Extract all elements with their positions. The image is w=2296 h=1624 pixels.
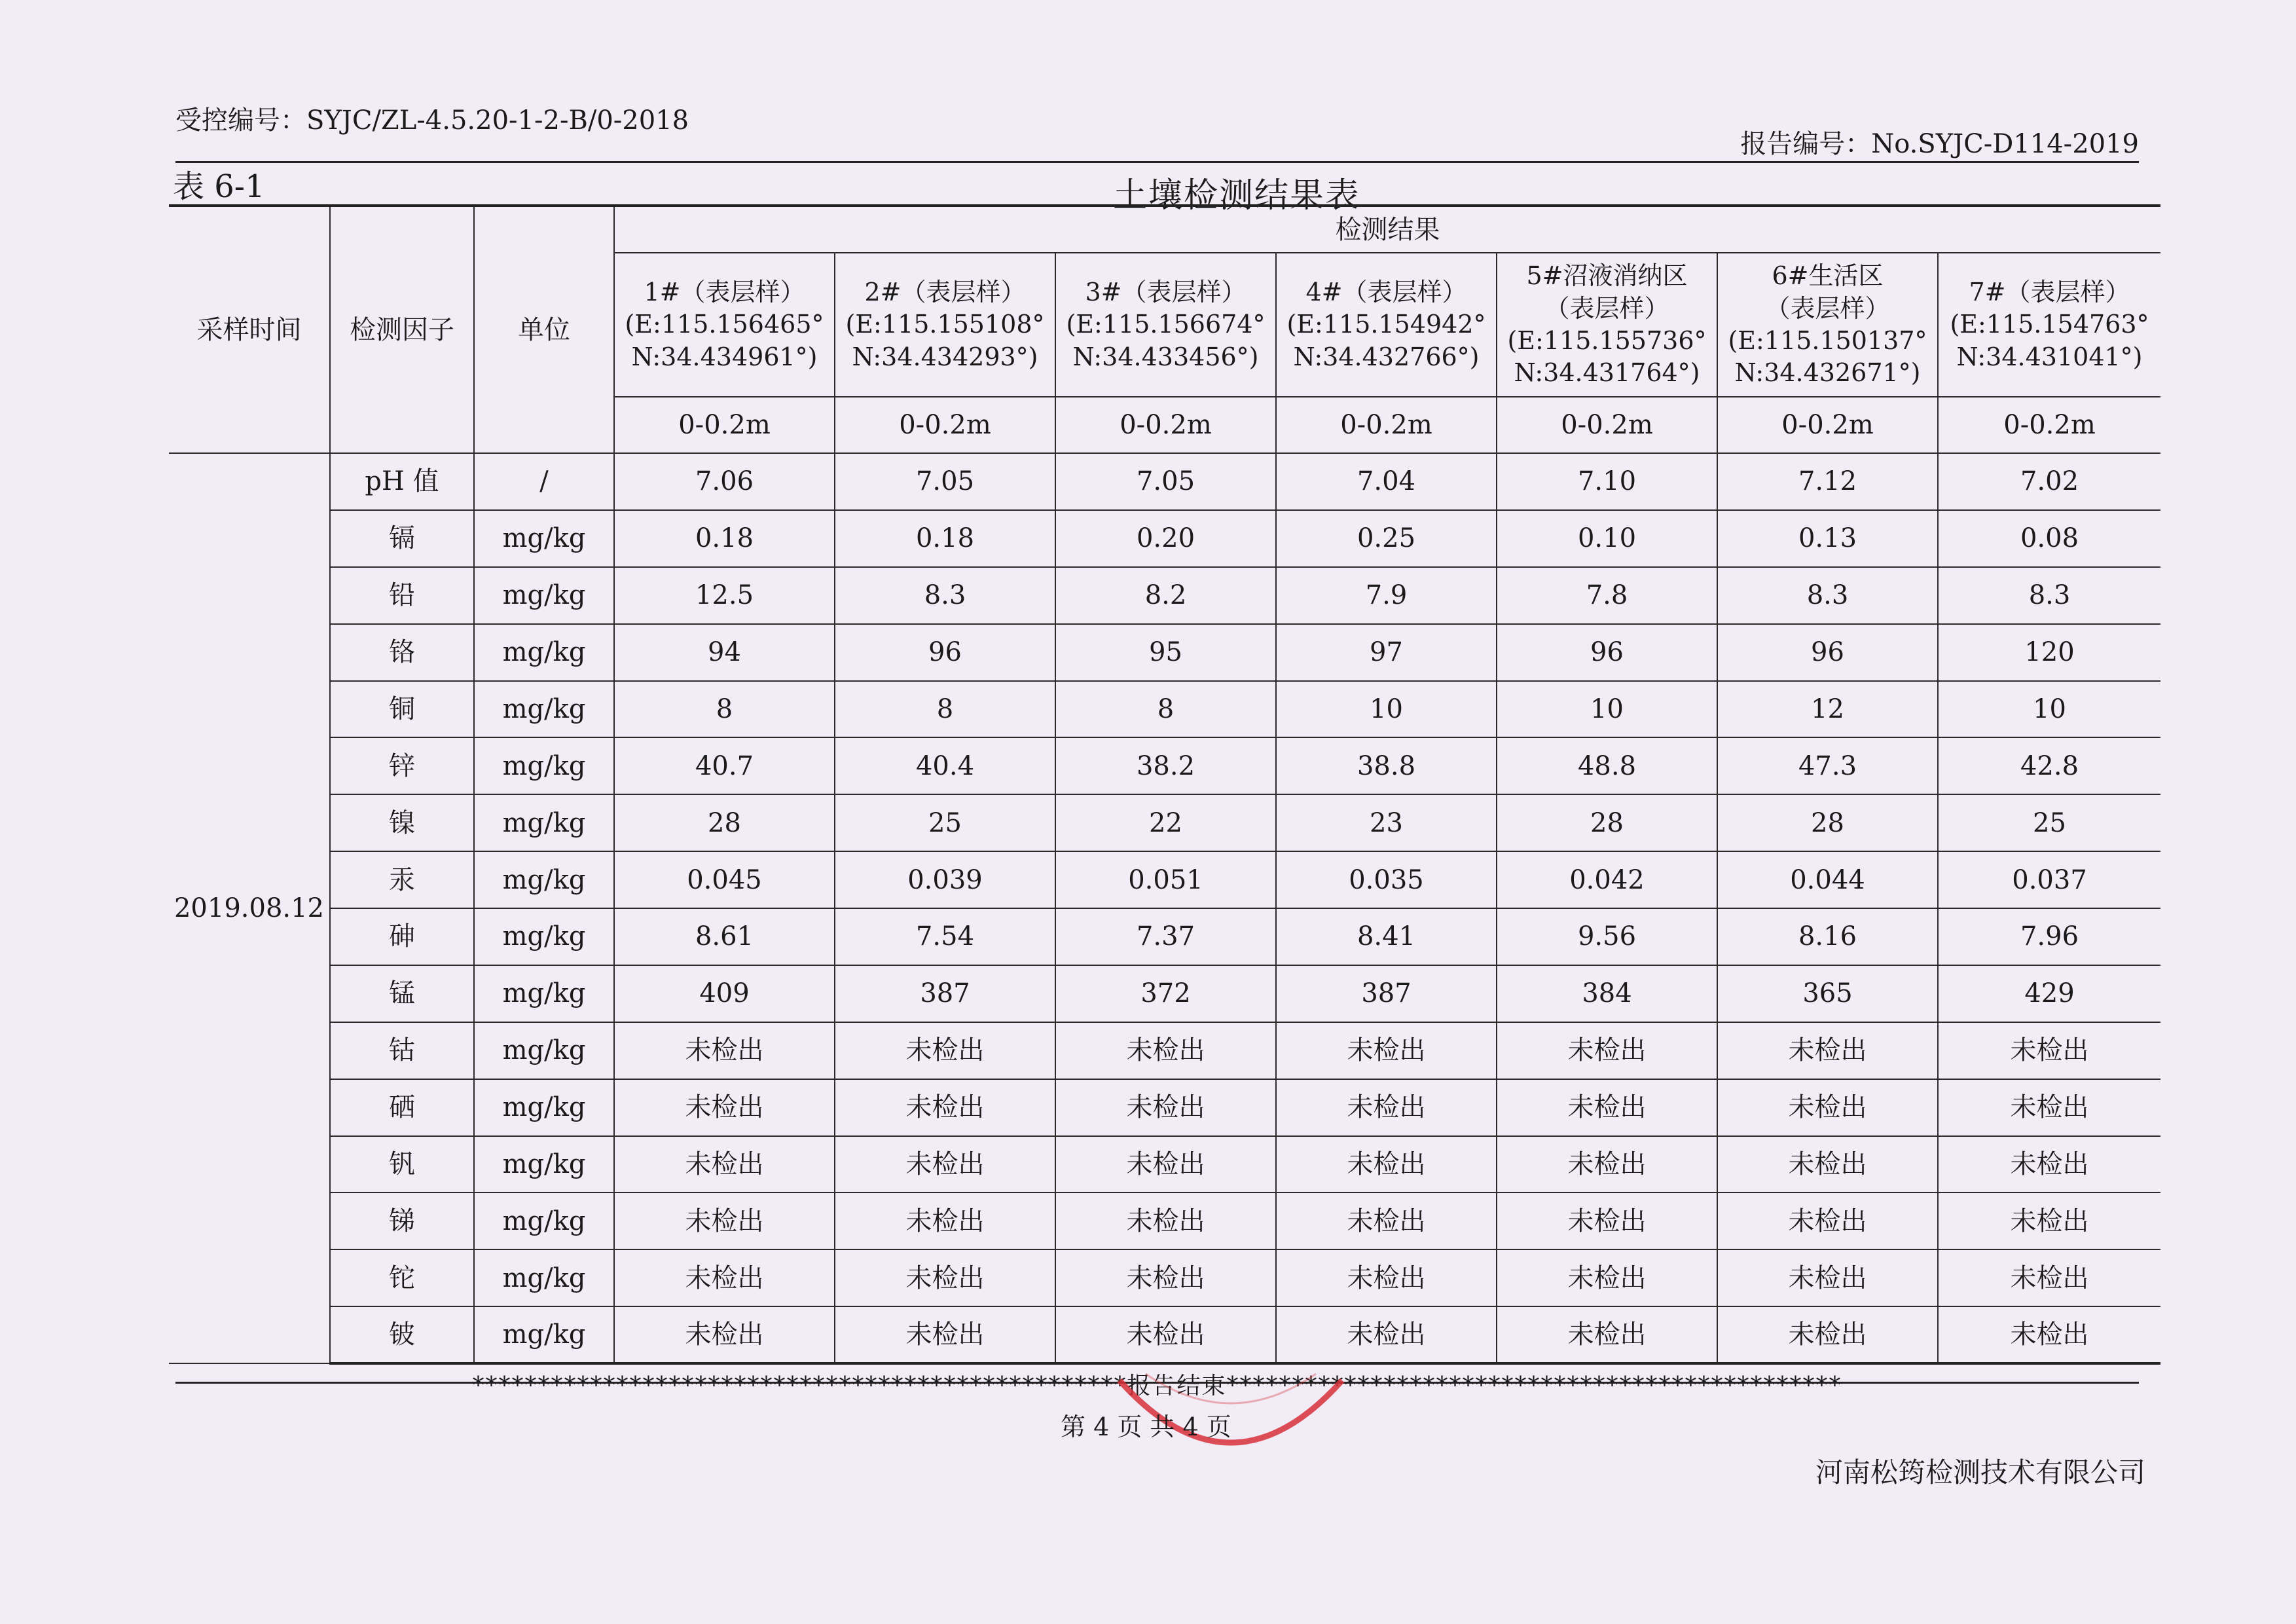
result-cell: 未检出 <box>1497 1136 1717 1193</box>
factor-name: pH 值 <box>330 453 474 510</box>
sample-point-lat: N:34.434961°) <box>631 342 818 371</box>
result-cell: 0.10 <box>1497 510 1717 567</box>
factor-name: 铍 <box>330 1306 474 1363</box>
result-cell: 未检出 <box>1717 1192 1938 1249</box>
result-cell: 8.61 <box>614 908 835 965</box>
result-cell: 12 <box>1717 681 1938 738</box>
result-cell: 25 <box>835 794 1055 851</box>
result-cell: 372 <box>1055 965 1276 1022</box>
factor-name: 镍 <box>330 794 474 851</box>
sample-point-lat: N:34.432671°) <box>1734 358 1921 388</box>
result-cell: 12.5 <box>614 567 835 624</box>
table-row <box>169 1249 2160 1306</box>
report-end-mark <box>175 1367 2139 1401</box>
result-cell: 40.7 <box>614 737 835 794</box>
result-cell: 未检出 <box>614 1136 835 1193</box>
result-cell: 96 <box>835 624 1055 681</box>
result-cell: 未检出 <box>1055 1136 1276 1193</box>
result-cell: 28 <box>1497 794 1717 851</box>
result-cell: 8.2 <box>1055 567 1276 624</box>
sample-point-name: 3#（表层样） <box>1085 277 1247 306</box>
unit: mg/kg <box>474 851 614 908</box>
result-cell: 未检出 <box>835 1192 1055 1249</box>
factor-name: 铊 <box>330 1249 474 1306</box>
result-cell: 未检出 <box>835 1079 1055 1136</box>
result-cell: 未检出 <box>614 1022 835 1079</box>
unit: mg/kg <box>474 624 614 681</box>
result-cell: 8.16 <box>1717 908 1938 965</box>
sample-point-header <box>835 253 1055 397</box>
result-cell: 7.9 <box>1276 567 1497 624</box>
result-cell: 未检出 <box>1497 1079 1717 1136</box>
result-cell: 未检出 <box>1055 1249 1276 1306</box>
sample-point-lat: N:34.431041°) <box>1956 342 2143 371</box>
result-cell: 未检出 <box>614 1249 835 1306</box>
result-cell: 0.051 <box>1055 851 1276 908</box>
sample-point-header <box>614 253 835 397</box>
result-cell: 0.08 <box>1938 510 2160 567</box>
sample-point-lon: (E:115.156465° <box>625 310 824 339</box>
result-cell: 未检出 <box>1717 1136 1938 1193</box>
result-cell: 8.3 <box>1717 567 1938 624</box>
factor-name: 铜 <box>330 681 474 738</box>
result-cell: 48.8 <box>1497 737 1717 794</box>
table-row <box>169 737 2160 794</box>
result-cell: 384 <box>1497 965 1717 1022</box>
table-row <box>169 965 2160 1022</box>
table-row <box>169 1192 2160 1249</box>
table-row <box>169 624 2160 681</box>
table-row <box>169 1079 2160 1136</box>
unit: mg/kg <box>474 681 614 738</box>
factor-name: 锰 <box>330 965 474 1022</box>
result-cell: 28 <box>614 794 835 851</box>
sample-point-header <box>1938 253 2160 397</box>
result-cell: 未检出 <box>1497 1022 1717 1079</box>
result-cell: 未检出 <box>835 1022 1055 1079</box>
result-cell: 10 <box>1938 681 2160 738</box>
header-rule <box>175 161 2139 163</box>
sample-point-lon: (E:115.156674° <box>1066 310 1266 339</box>
result-cell: 409 <box>614 965 835 1022</box>
factor-name: 钴 <box>330 1022 474 1079</box>
result-cell: 未检出 <box>1497 1306 1717 1363</box>
sample-point-lat: N:34.431764°) <box>1514 358 1700 388</box>
sample-point-lon: (E:115.150137° <box>1728 326 1927 355</box>
result-cell: 8.3 <box>835 567 1055 624</box>
result-cell: 未检出 <box>1938 1136 2160 1193</box>
factor-name: 汞 <box>330 851 474 908</box>
unit: mg/kg <box>474 1192 614 1249</box>
result-cell: 7.04 <box>1276 453 1497 510</box>
result-cell: 47.3 <box>1717 737 1938 794</box>
sample-point-lon: (E:115.154942° <box>1286 310 1486 339</box>
table-title: 土壤检测结果表 <box>1113 176 1361 215</box>
result-cell: 0.25 <box>1276 510 1497 567</box>
table-row <box>169 1136 2160 1193</box>
sample-depth: 0-0.2m <box>1938 397 2160 453</box>
result-cell: 23 <box>1276 794 1497 851</box>
table-row <box>169 908 2160 965</box>
company-name: 河南松筠检测技术有限公司 <box>1815 1456 2145 1488</box>
table-row <box>169 1022 2160 1079</box>
sample-point-header <box>1497 253 1717 397</box>
sample-depth: 0-0.2m <box>835 397 1055 453</box>
result-cell: 0.039 <box>835 851 1055 908</box>
sample-point-name2: （表层样） <box>1765 293 1890 323</box>
result-cell: 7.96 <box>1938 908 2160 965</box>
result-cell: 7.12 <box>1717 453 1938 510</box>
result-cell: 40.4 <box>835 737 1055 794</box>
unit: mg/kg <box>474 1249 614 1306</box>
sample-point-lon: (E:115.155108° <box>845 310 1045 339</box>
result-cell: 25 <box>1938 794 2160 851</box>
result-cell: 7.06 <box>614 453 835 510</box>
result-cell: 0.18 <box>614 510 835 567</box>
result-cell: 94 <box>614 624 835 681</box>
result-cell: 未检出 <box>835 1136 1055 1193</box>
result-cell: 10 <box>1276 681 1497 738</box>
end-stars-left: ************************************************** <box>472 1373 1127 1399</box>
unit: mg/kg <box>474 510 614 567</box>
unit: mg/kg <box>474 908 614 965</box>
result-cell: 28 <box>1717 794 1938 851</box>
control-number: 受控编号：SYJC/ZL-4.5.20-1-2-B/0-2018 <box>175 105 689 136</box>
unit: mg/kg <box>474 1022 614 1079</box>
result-cell: 96 <box>1497 624 1717 681</box>
sample-point-name: 1#（表层样） <box>644 277 805 306</box>
result-cell: 0.044 <box>1717 851 1938 908</box>
factor-name: 砷 <box>330 908 474 965</box>
result-cell: 未检出 <box>1717 1249 1938 1306</box>
sample-point-name2: （表层样） <box>1544 293 1669 323</box>
result-cell: 0.18 <box>835 510 1055 567</box>
result-cell: 未检出 <box>1938 1306 2160 1363</box>
unit: mg/kg <box>474 567 614 624</box>
sample-point-header <box>1055 253 1276 397</box>
unit: mg/kg <box>474 737 614 794</box>
result-cell: 387 <box>835 965 1055 1022</box>
result-cell: 7.05 <box>1055 453 1276 510</box>
result-cell: 8.3 <box>1938 567 2160 624</box>
sample-depth: 0-0.2m <box>1497 397 1717 453</box>
result-cell: 未检出 <box>1055 1079 1276 1136</box>
table-row <box>169 453 2160 510</box>
header-results: 检测结果 <box>614 206 2160 253</box>
result-cell: 0.042 <box>1497 851 1717 908</box>
result-cell: 96 <box>1717 624 1938 681</box>
footer-rule <box>175 1382 2139 1384</box>
result-cell: 0.20 <box>1055 510 1276 567</box>
unit: mg/kg <box>474 1136 614 1193</box>
end-text: 报告结束 <box>1127 1373 1227 1399</box>
unit: mg/kg <box>474 1079 614 1136</box>
report-number: 报告编号：No.SYJC-D114-2019 <box>1740 129 2139 159</box>
table-row <box>169 681 2160 738</box>
result-cell: 未检出 <box>1276 1249 1497 1306</box>
result-cell: 8 <box>835 681 1055 738</box>
sample-point-header <box>1276 253 1497 397</box>
result-cell: 0.035 <box>1276 851 1497 908</box>
factor-name: 硒 <box>330 1079 474 1136</box>
sample-point-header <box>1717 253 1938 397</box>
sample-point-name: 6#生活区 <box>1772 261 1884 291</box>
table-row <box>169 510 2160 567</box>
sample-point-lat: N:34.433456°) <box>1072 342 1259 371</box>
unit: mg/kg <box>474 965 614 1022</box>
unit: mg/kg <box>474 1306 614 1363</box>
result-cell: 97 <box>1276 624 1497 681</box>
result-cell: 9.56 <box>1497 908 1717 965</box>
result-cell: 未检出 <box>1276 1022 1497 1079</box>
soil-results-table <box>169 204 2160 1365</box>
result-cell: 未检出 <box>614 1306 835 1363</box>
result-cell: 7.8 <box>1497 567 1717 624</box>
result-cell: 8 <box>1055 681 1276 738</box>
result-cell: 0.13 <box>1717 510 1938 567</box>
factor-name: 镉 <box>330 510 474 567</box>
sample-point-lat: N:34.432766°) <box>1293 342 1480 371</box>
sample-depth: 0-0.2m <box>1055 397 1276 453</box>
result-cell: 7.54 <box>835 908 1055 965</box>
result-cell: 7.37 <box>1055 908 1276 965</box>
end-stars-right: *********************************************** <box>1226 1373 1842 1399</box>
factor-name: 钒 <box>330 1136 474 1193</box>
result-cell: 38.2 <box>1055 737 1276 794</box>
result-cell: 未检出 <box>1055 1022 1276 1079</box>
result-cell: 未检出 <box>1276 1192 1497 1249</box>
result-cell: 未检出 <box>835 1249 1055 1306</box>
result-cell: 未检出 <box>1276 1136 1497 1193</box>
sample-point-lat: N:34.434293°) <box>852 342 1038 371</box>
sample-point-name: 2#（表层样） <box>864 277 1026 306</box>
result-cell: 未检出 <box>1276 1306 1497 1363</box>
result-cell: 95 <box>1055 624 1276 681</box>
header-unit: 单位 <box>474 206 614 453</box>
sampling-date: 2019.08.12 <box>169 453 330 1363</box>
sample-point-name: 7#（表层样） <box>1969 277 2130 306</box>
result-cell: 未检出 <box>1717 1079 1938 1136</box>
result-cell: 未检出 <box>1276 1079 1497 1136</box>
result-cell: 未检出 <box>614 1079 835 1136</box>
result-cell: 120 <box>1938 624 2160 681</box>
result-cell: 未检出 <box>614 1192 835 1249</box>
result-cell: 未检出 <box>1055 1306 1276 1363</box>
sample-depth: 0-0.2m <box>614 397 835 453</box>
result-cell: 38.8 <box>1276 737 1497 794</box>
result-cell: 22 <box>1055 794 1276 851</box>
result-cell: 8 <box>614 681 835 738</box>
sample-point-lon: (E:115.155736° <box>1507 326 1707 355</box>
factor-name: 铬 <box>330 624 474 681</box>
unit: mg/kg <box>474 794 614 851</box>
sample-point-lon: (E:115.154763° <box>1950 310 2149 339</box>
result-cell: 7.10 <box>1497 453 1717 510</box>
sample-depth: 0-0.2m <box>1276 397 1497 453</box>
result-cell: 未检出 <box>1497 1249 1717 1306</box>
sample-point-name: 5#沼液消纳区 <box>1526 261 1688 291</box>
table-row <box>169 851 2160 908</box>
header-sampling-time: 采样时间 <box>169 206 330 453</box>
result-cell: 429 <box>1938 965 2160 1022</box>
result-cell: 10 <box>1497 681 1717 738</box>
table-number: 表 6-1 <box>173 168 265 205</box>
sample-point-name: 4#（表层样） <box>1305 277 1467 306</box>
result-cell: 未检出 <box>1938 1249 2160 1306</box>
table-row <box>169 794 2160 851</box>
factor-name: 锌 <box>330 737 474 794</box>
result-cell: 未检出 <box>1938 1022 2160 1079</box>
page-indicator: 第 4 页 共 4 页 <box>1061 1412 1231 1441</box>
result-cell: 未检出 <box>1717 1306 1938 1363</box>
result-cell: 未检出 <box>1497 1192 1717 1249</box>
result-cell: 7.05 <box>835 453 1055 510</box>
sample-depth: 0-0.2m <box>1717 397 1938 453</box>
unit: / <box>474 453 614 510</box>
table-row <box>169 567 2160 624</box>
result-cell: 未检出 <box>1717 1022 1938 1079</box>
result-cell: 42.8 <box>1938 737 2160 794</box>
result-cell: 7.02 <box>1938 453 2160 510</box>
result-cell: 387 <box>1276 965 1497 1022</box>
result-cell: 未检出 <box>1938 1192 2160 1249</box>
result-cell: 未检出 <box>1938 1079 2160 1136</box>
result-cell: 8.41 <box>1276 908 1497 965</box>
result-cell: 0.037 <box>1938 851 2160 908</box>
result-cell: 未检出 <box>1055 1192 1276 1249</box>
factor-name: 锑 <box>330 1192 474 1249</box>
result-cell: 未检出 <box>835 1306 1055 1363</box>
result-cell: 0.045 <box>614 851 835 908</box>
header-factor: 检测因子 <box>330 206 474 453</box>
result-cell: 365 <box>1717 965 1938 1022</box>
table-row <box>169 1306 2160 1363</box>
factor-name: 铅 <box>330 567 474 624</box>
